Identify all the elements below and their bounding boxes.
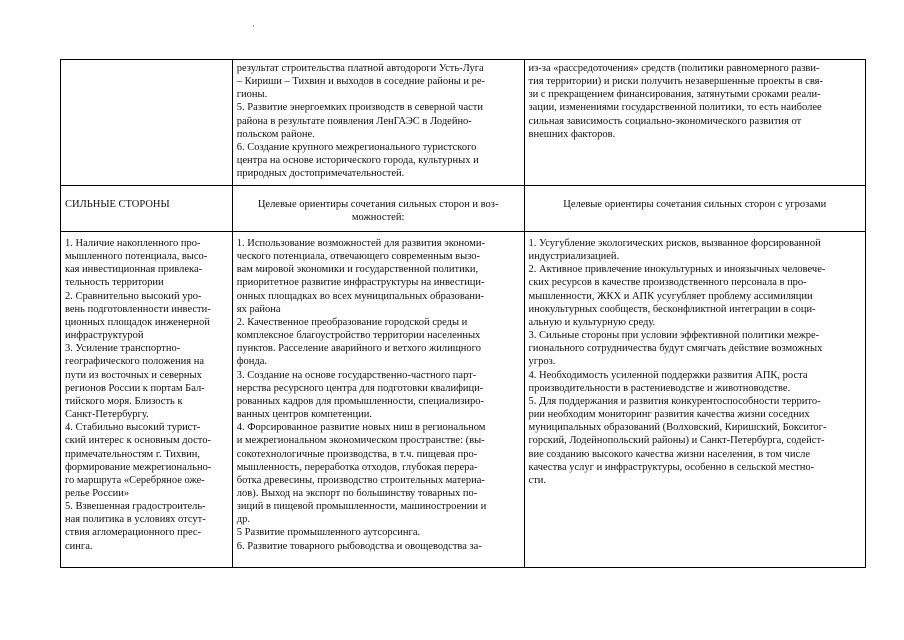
strengths-opportunities-list bbox=[237, 237, 520, 553]
text-line: зи с прекращением финансирования, затянутыми сроками реали- bbox=[528, 89, 821, 101]
text-line: 1. Использование возможностей для развития экономи- bbox=[236, 238, 485, 249]
text-line: фонда. bbox=[236, 356, 268, 368]
text-line: релье России» bbox=[65, 487, 130, 499]
text-line: Санкт-Петербургу. bbox=[65, 409, 149, 421]
text-line: 1. Усугубление экологических рисков, вызванное форсированной bbox=[528, 238, 821, 249]
text-line: 1. Наличие накопленного про- bbox=[65, 238, 201, 249]
text-line: 4. Необходимость усиленной поддержки развития АПК, роста bbox=[528, 369, 808, 381]
header-strengths-opportunities-label bbox=[237, 198, 520, 224]
text-line: 2. Сравнительно высокий уро- bbox=[65, 290, 202, 302]
text-line: 5. Развитие энергоемких производств в северной части bbox=[236, 102, 483, 114]
text-line: зиций в пищевой промышленности, машиностроении и bbox=[236, 501, 487, 513]
text-line: 4. Стабильно высокий турист- bbox=[65, 422, 201, 434]
text-line: качества услуг и инфраструктуры, особенно в сельской местно- bbox=[528, 461, 815, 473]
text-line: тельность территории bbox=[65, 277, 164, 289]
text-line: 3. Усиление транспортно- bbox=[65, 343, 181, 355]
header-strengths-threats bbox=[524, 186, 865, 232]
row1-col2-text bbox=[237, 62, 520, 180]
text-line: 3. Сильные стороны при условии эффективной политики межре- bbox=[528, 330, 820, 342]
text-line: 6. Развитие товарного рыбоводства и овощеводства за- bbox=[236, 540, 482, 552]
text-line: 2. Активное привлечение инокультурных и иноязычных человече- bbox=[528, 264, 826, 276]
text-line: примечательностям г. Тихвин, bbox=[65, 448, 201, 460]
text-line: 4. Форсированное развитие новых ниш в региональном bbox=[236, 422, 486, 434]
text-line: ционных площадок инженерной bbox=[65, 316, 210, 328]
text-line: гионального сотрудничества будут смягчать действие возможных bbox=[528, 343, 823, 355]
text-line: мышленного потенциала, высо- bbox=[65, 251, 208, 263]
text-line: внешних факторов. bbox=[528, 128, 616, 140]
text-line: можностей: bbox=[351, 212, 405, 223]
text-line: ский интерес к основным досто- bbox=[65, 435, 211, 447]
text-line: вие созданию высокого качества жизни населения, в том числе bbox=[528, 448, 811, 460]
row3-col2-cell bbox=[232, 232, 524, 568]
text-line: го маршрута «Серебряное оже- bbox=[65, 474, 205, 486]
text-line: центра на основе исторического города, культурных и bbox=[236, 155, 479, 167]
text-line: ческого потенциала, отвечающего современным вызо- bbox=[236, 251, 481, 263]
text-line: синга. bbox=[65, 540, 93, 552]
text-line: вам мировой экономики и государственной политики, bbox=[236, 264, 479, 276]
text-line: вень подготовленности инвести- bbox=[65, 303, 211, 315]
text-line: муниципальных образований (Волховский, Киришский, Бокситог- bbox=[528, 422, 827, 434]
text-line: угроз. bbox=[528, 356, 556, 368]
text-line: ствия агломерационного прес- bbox=[65, 527, 202, 539]
text-line: пунктов. Расселение аварийного и ветхого жилищного bbox=[236, 343, 481, 355]
text-line: ях района bbox=[236, 303, 281, 315]
row1-col3-text bbox=[529, 62, 861, 141]
text-line: 5 Развитие промышленного аутсорсинга. bbox=[236, 527, 421, 539]
text-line: природных достопримечательностей. bbox=[236, 168, 405, 180]
strengths-threats-list bbox=[529, 237, 861, 487]
text-line: тийского моря. Близость к bbox=[65, 395, 183, 407]
text-line: мышленность, переработка отходов, глубокая перера- bbox=[236, 461, 478, 473]
text-line: комплексное благоустройство территории населенных bbox=[236, 330, 481, 342]
text-line: рованных кадров для промышленности, специализиро- bbox=[236, 395, 484, 407]
text-line: мышленности, ЖКХ и АПК усугубляет проблему ассимиляции bbox=[528, 290, 813, 302]
text-line: ских ресурсов в качестве производственного персонала в про- bbox=[528, 277, 807, 289]
text-line: 3. Создание на основе государственно-частного парт- bbox=[236, 369, 477, 381]
text-line: онных площадках во всех муниципальных образовани- bbox=[236, 290, 485, 302]
text-line: и межрегиональном экономическом пространстве: (вы- bbox=[236, 435, 485, 447]
row1-col3-cell bbox=[524, 60, 865, 186]
text-line: альную и культурную среду. bbox=[528, 316, 656, 328]
header-strengths bbox=[61, 186, 233, 232]
text-line: результат строительства платной автодороги Усть-Луга bbox=[236, 63, 484, 74]
text-line: нерства ресурсного центра для подготовки квалифици- bbox=[236, 382, 484, 394]
text-line: рии необходим мониторинг развития качества жизни соседних bbox=[528, 409, 810, 421]
text-line: географического положения на bbox=[65, 356, 205, 368]
text-line: пути из восточных и северных bbox=[65, 369, 202, 381]
text-line: Целевые ориентиры сочетания сильных сторон и воз- bbox=[257, 199, 499, 210]
text-line: формирование межрегионально- bbox=[65, 461, 212, 473]
header-strengths-threats-label: Целевые ориентиры сочетания сильных сторон с угрозами bbox=[563, 199, 827, 210]
text-line: района в результате появления ЛенГАЭС в Лодейно- bbox=[236, 115, 472, 127]
text-line: приоритетное развитие инфраструктуры на инвестици- bbox=[236, 277, 485, 289]
text-line: индустриализацией. bbox=[528, 251, 620, 263]
strengths-list bbox=[65, 237, 228, 553]
text-line: ная политика в условиях отсут- bbox=[65, 514, 206, 526]
text-line: 5. Взвешенная градостроитель- bbox=[65, 501, 206, 513]
text-line: – Кириши – Тихвин и выходов в соседние районы и ре- bbox=[236, 76, 486, 88]
text-line: польском районе. bbox=[236, 128, 315, 140]
page-speck: · bbox=[252, 21, 255, 31]
row3-col1-cell bbox=[61, 232, 233, 568]
text-line: ванных центров компетенции. bbox=[236, 409, 372, 421]
text-line: из-за «рассредоточения» средств (политики равномерного разви- bbox=[528, 63, 820, 74]
text-line: др. bbox=[236, 514, 250, 526]
row1-col1-cell bbox=[61, 60, 233, 186]
text-line: зации, изменениями государственной политики, то есть наиболее bbox=[528, 102, 822, 114]
text-line: лов). Выход на экспорт по большинству товарных по- bbox=[236, 487, 478, 499]
text-line: 5. Для поддержания и развития конкурентоспособности террито- bbox=[528, 395, 821, 407]
text-line: гионы. bbox=[236, 89, 268, 101]
header-strengths-label: СИЛЬНЫЕ СТОРОНЫ bbox=[65, 199, 170, 210]
swot-table bbox=[60, 59, 866, 568]
text-line: тия территории) и риски получить незавершенные проекты в свя- bbox=[528, 76, 823, 88]
row3-col3-cell bbox=[524, 232, 865, 568]
row1-col2-cell bbox=[232, 60, 524, 186]
text-line: сти. bbox=[528, 474, 547, 486]
row-content bbox=[61, 232, 866, 568]
text-line: кая инвестиционная привлека- bbox=[65, 264, 203, 276]
text-line: сильная зависимость социально-экономического развития от bbox=[528, 115, 802, 127]
row-continuation bbox=[61, 60, 866, 186]
text-line: 6. Создание крупного межрегионального туристского bbox=[236, 141, 477, 153]
row-headers bbox=[61, 186, 866, 232]
text-line: сокотехнологичные производства, в т.ч. пищевая про- bbox=[236, 448, 478, 460]
text-line: горский, Лодейнопольский районы) и Санкт-Петербурга, содейст- bbox=[528, 435, 825, 447]
text-line: инокультурных сообществ, бесконфликтной интеграции в соци- bbox=[528, 303, 816, 315]
text-line: производительности в растениеводстве и животноводстве. bbox=[528, 382, 791, 394]
text-line: регионов России к портам Бал- bbox=[65, 382, 205, 394]
text-line: 2. Качественное преобразование городской среды и bbox=[236, 316, 468, 328]
text-line: ботка древесины, производство строительных материа- bbox=[236, 474, 485, 486]
text-line: инфраструктурой bbox=[65, 330, 144, 342]
header-strengths-opportunities bbox=[232, 186, 524, 232]
